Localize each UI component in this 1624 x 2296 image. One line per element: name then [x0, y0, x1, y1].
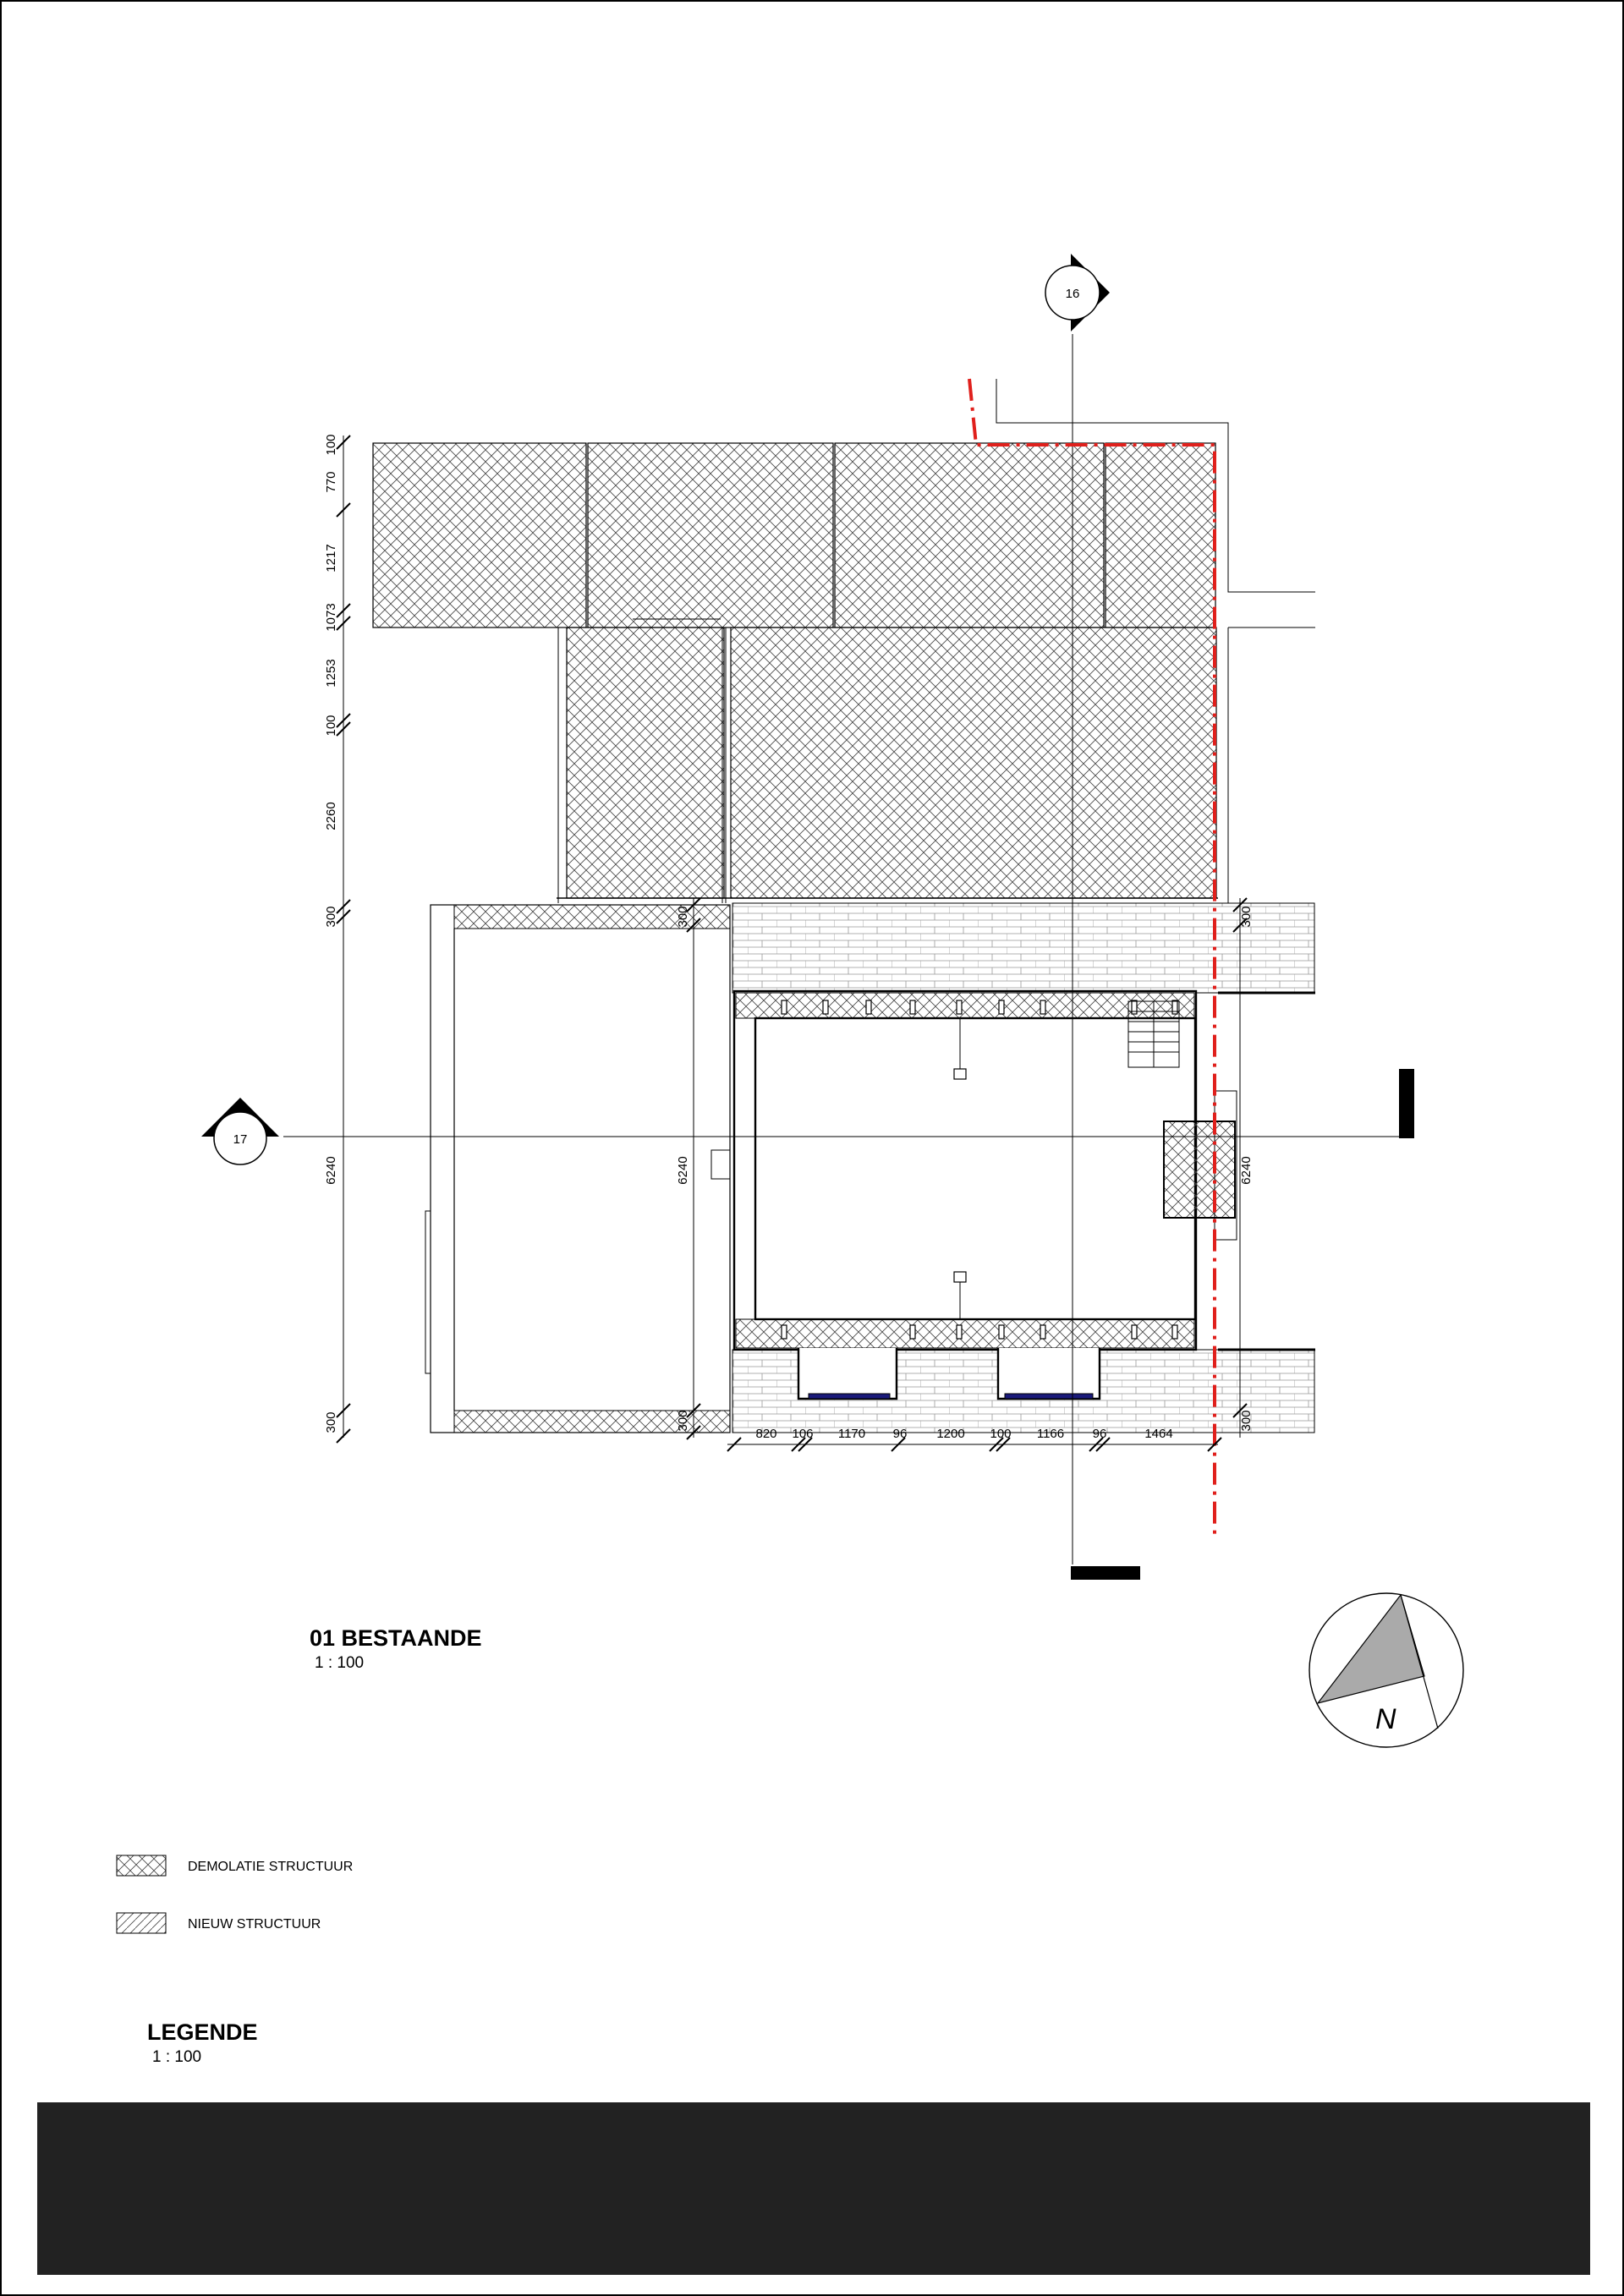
- dim-label: 300: [1239, 906, 1254, 928]
- legend-title: LEGENDE: [147, 2019, 258, 2045]
- dim-label: 1217: [324, 544, 338, 573]
- dim-label: 770: [324, 471, 338, 493]
- dimension-left: [324, 434, 350, 1443]
- demolition-zone: [373, 443, 586, 627]
- dim-label: 300: [1239, 1410, 1254, 1432]
- dim-label: 6240: [1239, 1156, 1254, 1185]
- demolition-zones: [373, 443, 1218, 903]
- dim-label: 6240: [324, 1156, 338, 1185]
- dim-label: 6240: [676, 1156, 690, 1185]
- demolition-zone: [731, 627, 1216, 898]
- dim-label: 2260: [324, 802, 338, 830]
- dim-label: 96: [1092, 1427, 1107, 1441]
- drawing-scale: 1 : 100: [315, 1654, 365, 1672]
- dim-label: 300: [324, 1411, 338, 1433]
- legend-item-label: DEMOLATIE STRUCTUUR: [188, 1860, 354, 1874]
- dim-label: 1170: [837, 1427, 866, 1441]
- legend-swatch-crosshatch: [117, 1855, 166, 1876]
- dimension-middle: [676, 898, 700, 1439]
- legend: [117, 1855, 353, 2066]
- dim-label: 820: [755, 1427, 777, 1441]
- dim-label: 100: [990, 1427, 1012, 1441]
- dim-label: 300: [676, 906, 690, 928]
- title-block-bar: [37, 2102, 1590, 2275]
- window-glazing: [1005, 1394, 1093, 1399]
- dim-label: 1166: [1036, 1427, 1065, 1441]
- demolition-zone: [567, 627, 724, 898]
- dim-label: 300: [676, 1410, 690, 1432]
- section-cut-mark: [1071, 1566, 1140, 1580]
- main-building: [734, 991, 1237, 1399]
- dim-label: 1200: [936, 1427, 965, 1441]
- north-arrow: [1309, 1593, 1463, 1747]
- dim-label: 1464: [1144, 1427, 1173, 1441]
- section-marker-label: 17: [233, 1132, 248, 1147]
- dim-label: 300: [324, 906, 338, 928]
- section-marker-label: 16: [1065, 287, 1080, 301]
- legend-swatch-diagonal: [117, 1913, 166, 1933]
- dim-label: 1073: [324, 603, 338, 632]
- section-cut-mark: [1399, 1069, 1414, 1138]
- demolition-zone: [588, 443, 833, 627]
- drawing-title: 01 BESTAANDE: [310, 1625, 482, 1651]
- demolition-zone: [835, 443, 1104, 627]
- north-label: N: [1375, 1703, 1396, 1735]
- demolition-zone: [1106, 443, 1215, 627]
- window-glazing: [809, 1394, 890, 1399]
- dim-label: 1253: [324, 659, 338, 688]
- dim-label: 96: [892, 1427, 908, 1441]
- dim-label: 100: [324, 715, 338, 737]
- legend-item-label: NIEUW STRUCTUUR: [188, 1917, 321, 1932]
- dim-label: 106: [792, 1427, 814, 1441]
- legend-scale: 1 : 100: [152, 2048, 202, 2066]
- dim-label: 100: [324, 434, 338, 456]
